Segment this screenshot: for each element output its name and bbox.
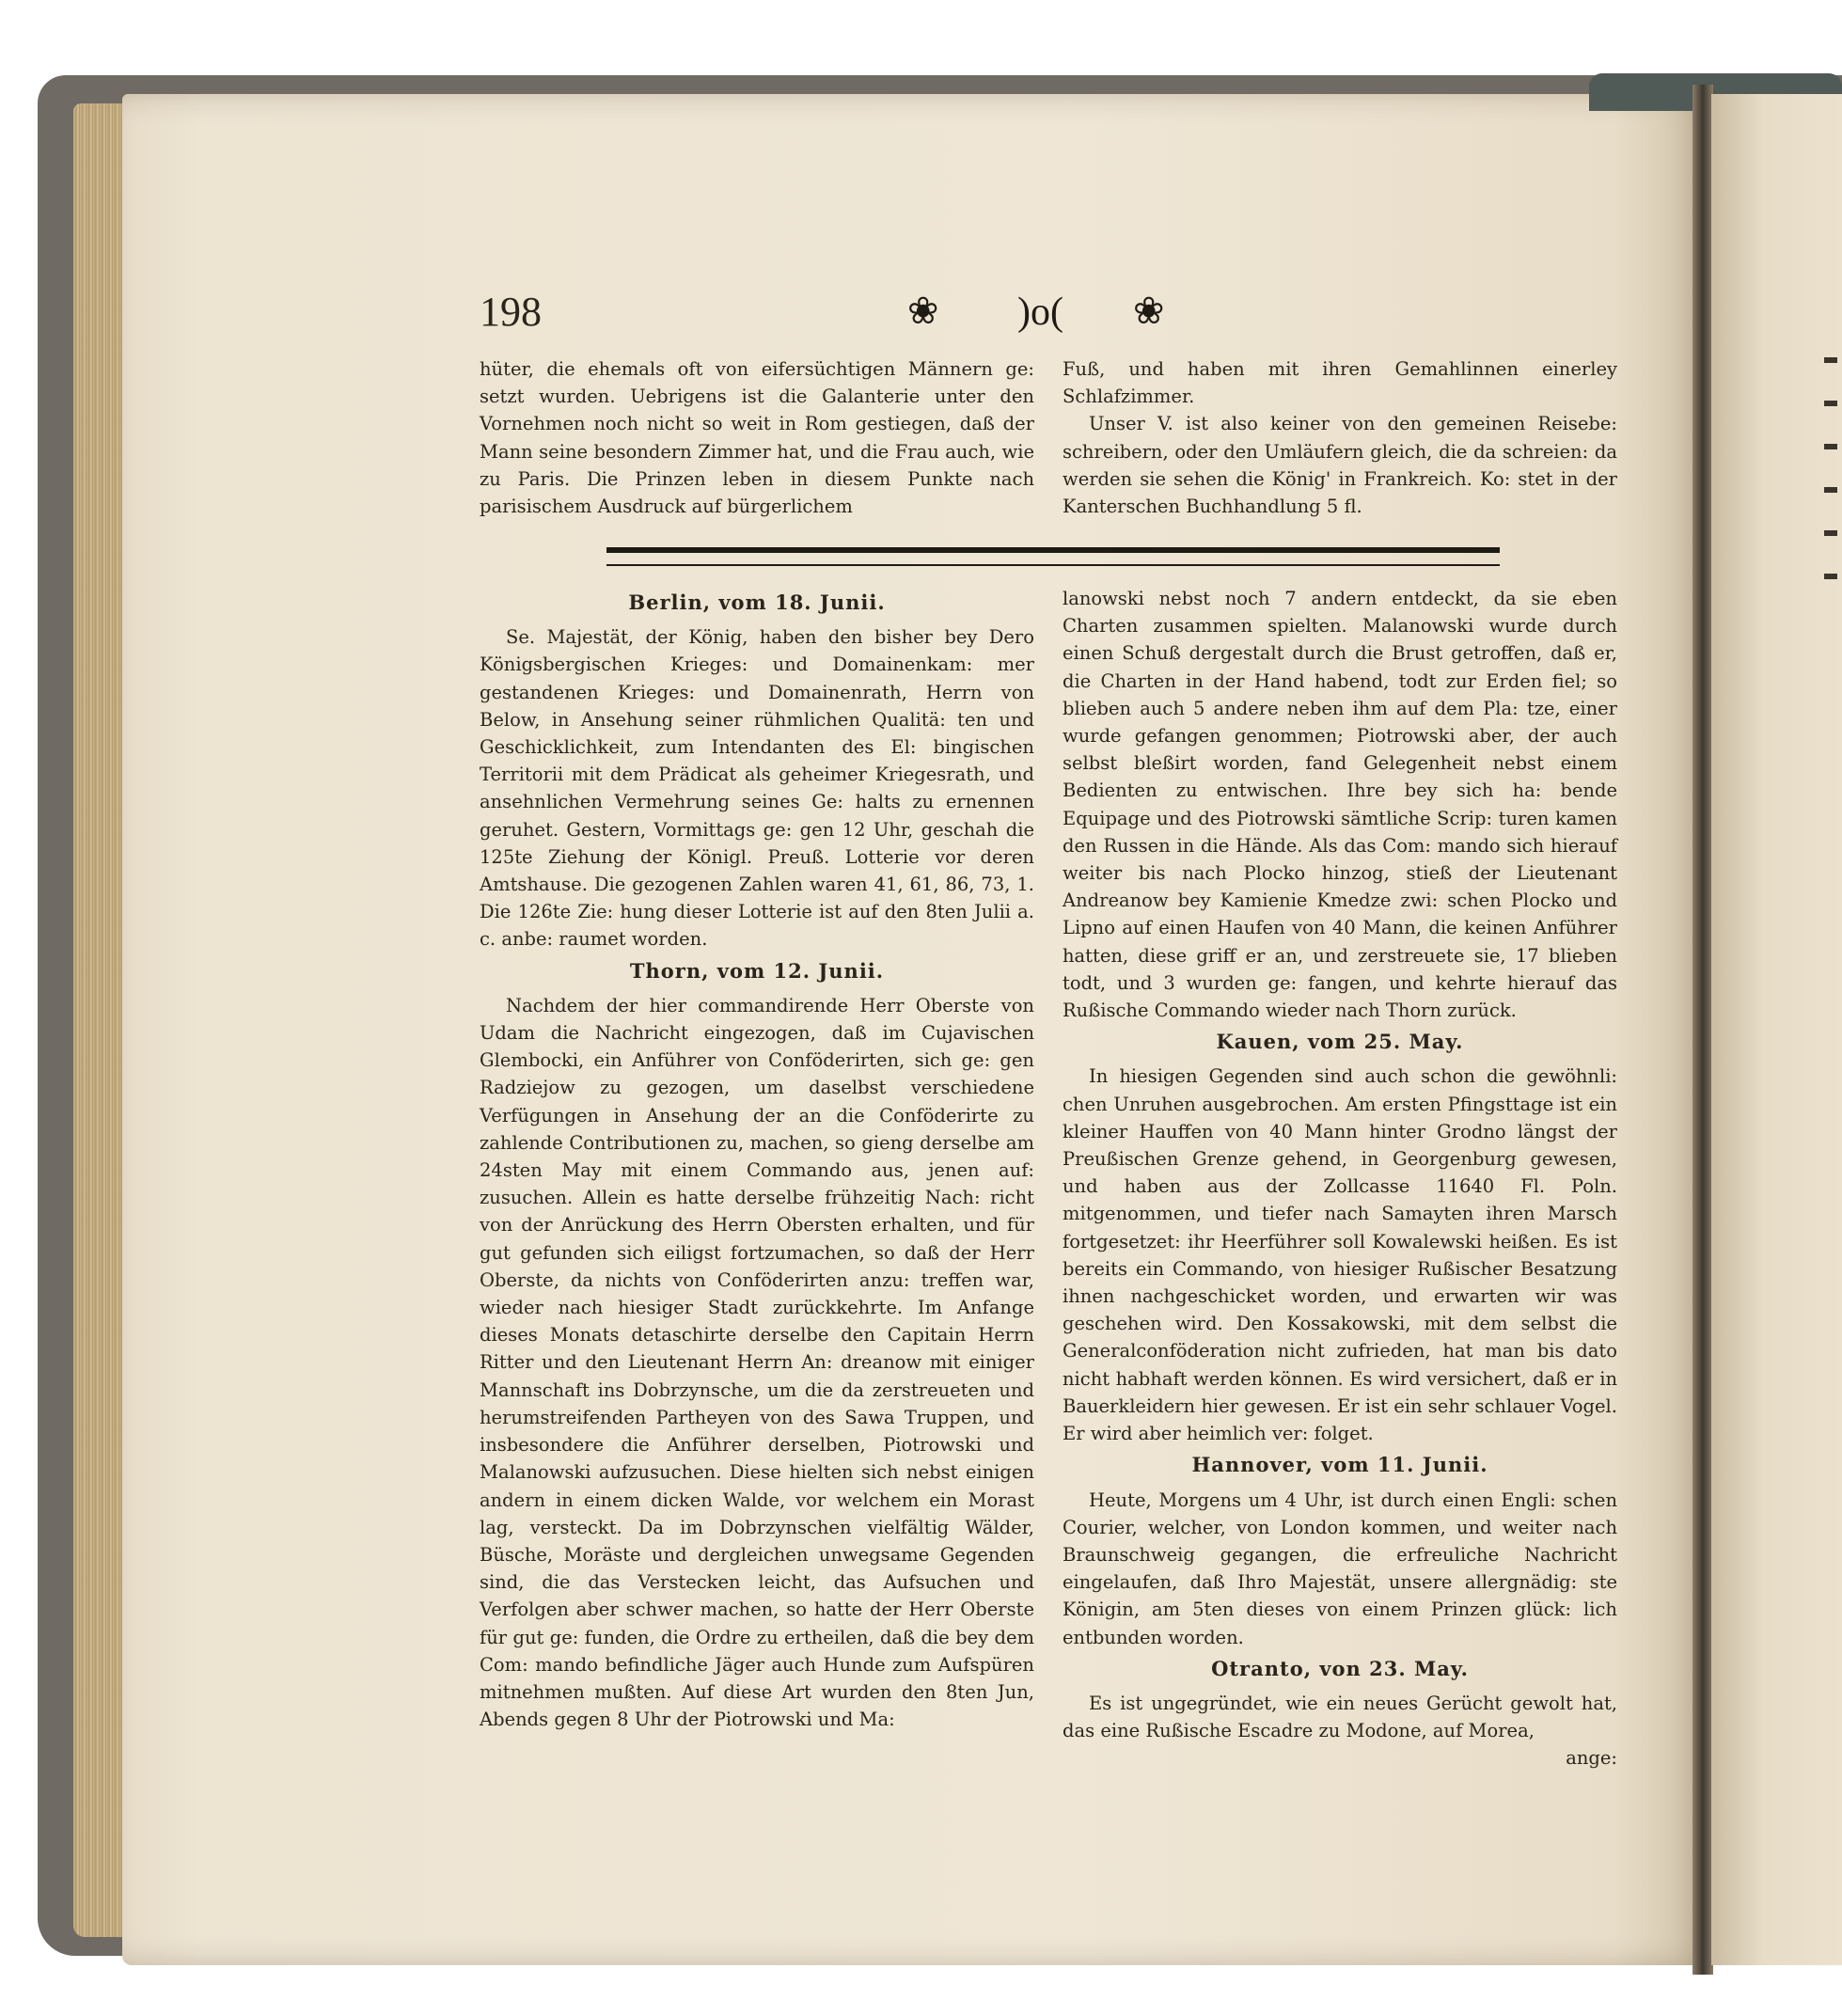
- kauen-text: In hiesigen Gegenden sind auch schon die gewöhnli: chen Unruhen ausgebrochen. Am ersten Pfingsttage ist ein kleiner Hauffen von 40 Mann hinter Grodno längst der Preußischen Grenze gehend, in Georgenburg gewesen, und haben aus der Zollcasse 11640 Fl. Poln. mitgenommen, und tiefer nach Samayten ihren Marsch fortgesetzet: ihr Heerführer soll Kowalewski heißen. Es ist bereits ein Commando, von hiesiger Rußischer Besatzung ihnen nachgeschicket worden, und erwarten wir was geschehen wird. Den Kossakowski, mit dem selbst die Generalconföderation nicht zufrieden, hat man bis dato nicht habhaft werden können. Es wird versichert, daß er in Bauerkleidern hier gewesen. Er ist ein sehr schlauer Vogel. Er wird aber heimlich ver: folget.: [1063, 1065, 1617, 1445]
- thorn-heading: Thorn, vom 12. Junii.: [629, 958, 885, 983]
- top-left-text: hüter, die ehemals oft von eifersüchtigen Männern ge: setzt wurden. Uebrigens ist die Galanterie unter den Vornehmen noch nicht so weit in Rom gestiegen, daß der Mann seine besondern Zimmer hat, und die Frau auch, wie zu Paris. Die Prinzen leben in diesem Punkte nach parisischem Ausdruck auf bürgerlichem: [480, 358, 1034, 518]
- berlin-heading: Berlin, vom 18. Junii.: [628, 591, 886, 614]
- page-number: 198: [480, 289, 542, 335]
- main-right-column: [1063, 585, 1617, 1772]
- berlin-text: Se. Majestät, der König, haben den bisher bey Dero Königsbergischen Krieges: und Domainenkam: mer gestandenen Krieges: und Domainenrath, Herrn von Below, in Ansehung seiner rühmlichen Qualitä: ten und Geschicklichkeit, zum Intendanten des El: bingischen Territorii mit dem Prädicat als geheimer Kriegesrath, und ansehnlichen Vermehrung seines Ge: halts zu ernennen geruhet. Gestern, Vormittags ge: gen 12 Uhr, geschah die 125te Ziehung der Königl. Preuß. Lotterie vor deren Amtshause. Die gezogenen Zahlen waren 41, 61, 86, 73, 1. Die 126te Zie: hung dieser Lotterie ist auf den 8ten Julii a. c. anbe: raumet worden.: [480, 626, 1034, 951]
- otranto-heading: Otranto, von 23. May.: [1211, 1656, 1469, 1680]
- hannover-text: Heute, Morgens um 4 Uhr, ist durch einen Engli: schen Courier, welcher, von London kommen, und weiter nach Braunschweig gegangen, die erfreuliche Nachricht eingelaufen, daß Ihro Majestät, unsere allergnädig: ste Königin, am 5ten dieses von einem Prinzen glück: lich entbunden worden.: [1063, 1488, 1617, 1648]
- thorn-text-continued: lanowski nebst noch 7 andern entdeckt, da sie eben Charten zusammen spielten. Malanowski wurde durch einen Schuß dergestalt durch die Brust getroffen, daß er, die Charten in der Hand habend, todt zur Erden fiel; so blieben auch 5 andere neben ihm auf dem Pla: tze, einer wurde gefangen genommen; Piotrowski aber, der auch selbst bleßirt worden, fand Gelegenheit nebst einem Bedienten zu entwischen. Ihre bey sich ha: bende Equipage und des Piotrowski sämtliche Scrip: turen kamen den Russen in die Hände. Als das Com: mando sich hierauf weiter bis nach Plocko hinzog, stieß der Lieutenant Andreanow bey Kamienie Kmedze zwi: schen Plocko und Lipno auf einen Haufen von 40 Mann, die keinen Anführer hatten, diese griff er an, und zerstreuete sie, 17 blieben todt, und 3 wurden ge: fangen, und kehrte hierauf das Rußische Commando wieder nach Thorn zurück.: [1063, 588, 1617, 1022]
- kauen-heading: Kauen, vom 25. May.: [1216, 1030, 1464, 1054]
- facing-page-edge-marks: [1824, 357, 1842, 617]
- top-right-text-2: Unser V. ist also keiner von den gemeinen Reisebe: schreibern, oder den Umläufern gleich, die da schreien: da werden sie sehen die König' in Frankreich. Ko: stet in der Kanterschen Buchhandlung 5 fl.: [1063, 413, 1617, 518]
- ornament-right-icon: ❀: [1133, 290, 1165, 333]
- ornament-center-icon: )o(: [1017, 291, 1063, 334]
- main-left-column: [480, 585, 1034, 1733]
- page-header: [470, 282, 1627, 348]
- book-gutter: [1692, 85, 1713, 1975]
- catchword: ange:: [1566, 1747, 1617, 1770]
- top-right-column: [1063, 355, 1617, 520]
- section-divider: [606, 547, 1500, 566]
- otranto-text: Es ist ungegründet, wie ein neues Gerücht gewolt hat, das eine Rußische Escadre zu Modone, auf Morea,: [1063, 1692, 1617, 1742]
- top-right-text-1: Fuß, und haben mit ihren Gemahlinnen einerley Schlafzimmer.: [1063, 358, 1617, 408]
- top-left-column: [480, 355, 1034, 520]
- hannover-heading: Hannover, vom 11. Junii.: [1191, 1453, 1488, 1477]
- ornament-left-icon: ❀: [907, 290, 939, 333]
- page-edges: [73, 103, 128, 1937]
- thorn-text: Nachdem der hier commandirende Herr Oberste von Udam die Nachricht eingezogen, daß im Cujavischen Glembocki, ein Anführer von Conföderirten, sich ge: gen Radziejow zu gezogen, um daselbst verschiedene Verfügungen in Ansehung der an die Conföderirte zu zahlende Contributionen zu, machen, so gieng derselbe am 24sten May mit einem Commando aus, jenen auf: zusuchen. Allein es hatte derselbe frühzeitig Nach: richt von der Anrückung des Herrn Obersten erhalten, und für gut gefunden sich eiligst fortzumachen, so daß der Herr Oberste, da nichts von Conföderirten anzu: treffen war, wieder nach hiesiger Stadt zurückkehrte. Im Anfange dieses Monats detaschirte derselbe den Capitain Herrn Ritter und den Lieutenant Herrn An: dreanow mit einiger Mannschaft ins Dobrzynsche, um die da zerstreueten und herumstreifenden Partheyen von des Sawa Truppen, und insbesondere die Anführer derselben, Piotrowski und Malanowski aufzusuchen. Diese hielten sich nebst einigen andern in einem dicken Walde, vor welchem ein Morast lag, versteckt. Da im Dobrzynschen vielfältig Wälder, Büsche, Moräste und dergleichen unwegsame Gegenden sind, die das Verstecken leicht, das Aufsuchen und Verfolgen aber schwer machen, so hatte der Herr Oberste für gut ge: funden, die Ordre zu ertheilen, daß die bey dem Com: mando befindliche Jäger auch Hunde zum Aufspüren mitnehmen mußten. Auf diese Art wurden den 8ten Jun, Abends gegen 8 Uhr der Piotrowski und Ma:: [480, 994, 1034, 1731]
- page-right: [1711, 94, 1842, 1965]
